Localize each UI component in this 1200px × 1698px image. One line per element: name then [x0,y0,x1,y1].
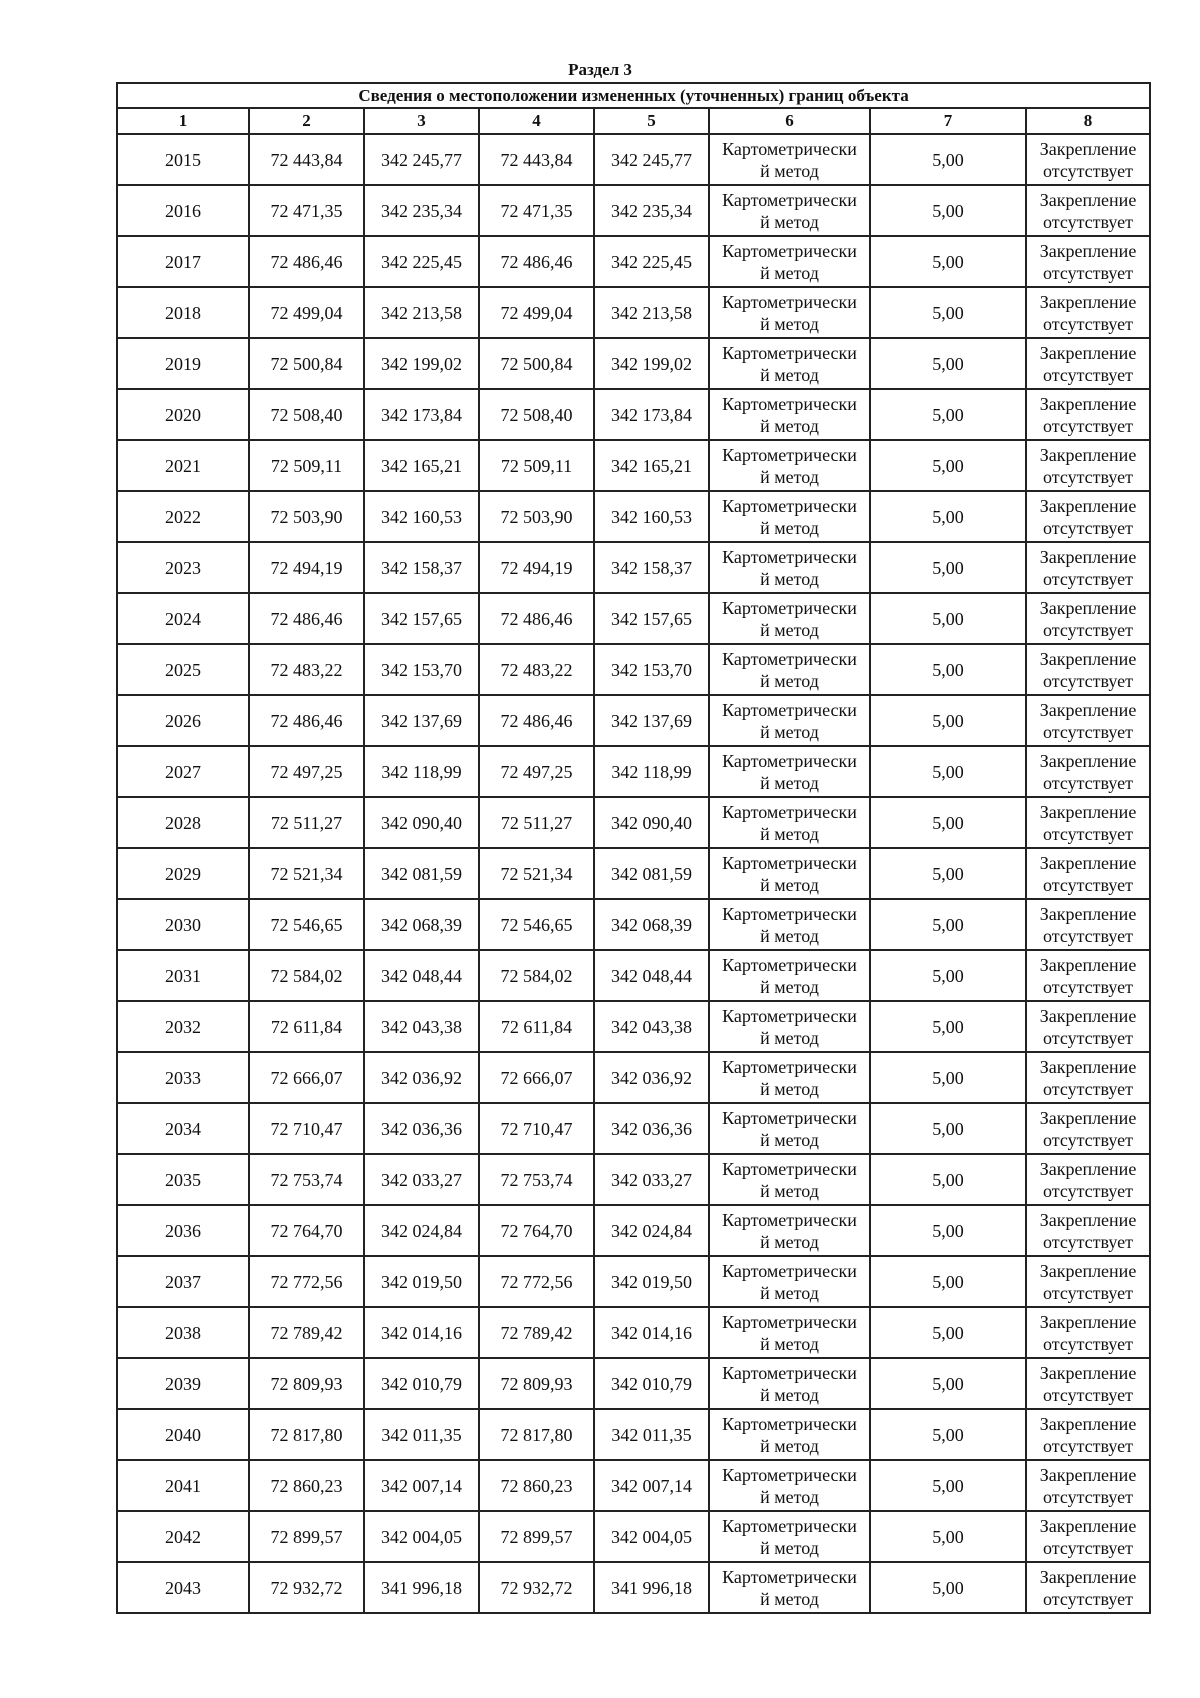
fixation-cell: Закрепление отсутствует [1026,1052,1150,1103]
fixation-cell: Закрепление отсутствует [1026,287,1150,338]
new-x-cell: 72 932,72 [479,1562,594,1613]
accuracy-cell: 5,00 [870,1358,1026,1409]
fixation-cell: Закрепление отсутствует [1026,797,1150,848]
method-cell: Картометрически й метод [709,440,870,491]
table-row [117,491,1150,542]
new-y-cell: 342 157,65 [594,593,709,644]
method-cell: Картометрически й метод [709,848,870,899]
point-number-cell: 2018 [117,287,249,338]
new-y-cell: 342 245,77 [594,134,709,185]
old-x-cell: 72 483,22 [249,644,364,695]
accuracy-cell: 5,00 [870,389,1026,440]
new-y-cell: 342 019,50 [594,1256,709,1307]
fixation-cell: Закрепление отсутствует [1026,695,1150,746]
new-x-cell: 72 753,74 [479,1154,594,1205]
new-y-cell: 342 137,69 [594,695,709,746]
old-y-cell: 342 007,14 [364,1460,479,1511]
section-title: Раздел 3 [568,60,632,79]
fixation-cell: Закрепление отсутствует [1026,1460,1150,1511]
method-cell: Картометрически й метод [709,1052,870,1103]
point-number-cell: 2032 [117,1001,249,1052]
new-x-cell: 72 503,90 [479,491,594,542]
point-number-cell: 2017 [117,236,249,287]
method-cell: Картометрически й метод [709,185,870,236]
point-number-cell: 2029 [117,848,249,899]
point-number-cell: 2031 [117,950,249,1001]
point-number-cell: 2035 [117,1154,249,1205]
fixation-cell: Закрепление отсутствует [1026,1562,1150,1613]
table-row [117,1103,1150,1154]
new-y-cell: 342 165,21 [594,440,709,491]
new-y-cell: 342 068,39 [594,899,709,950]
new-x-cell: 72 471,35 [479,185,594,236]
old-y-cell: 342 010,79 [364,1358,479,1409]
column-number: 2 [249,108,364,134]
old-y-cell: 342 019,50 [364,1256,479,1307]
table-row [117,389,1150,440]
accuracy-cell: 5,00 [870,1511,1026,1562]
point-number-cell: 2027 [117,746,249,797]
method-cell: Картометрически й метод [709,593,870,644]
accuracy-cell: 5,00 [870,1256,1026,1307]
table-row [117,1307,1150,1358]
method-cell: Картометрически й метод [709,695,870,746]
fixation-cell: Закрепление отсутствует [1026,1103,1150,1154]
old-x-cell: 72 509,11 [249,440,364,491]
old-x-cell: 72 503,90 [249,491,364,542]
method-cell: Картометрически й метод [709,1409,870,1460]
accuracy-cell: 5,00 [870,134,1026,185]
old-y-cell: 342 153,70 [364,644,479,695]
new-x-cell: 72 486,46 [479,593,594,644]
accuracy-cell: 5,00 [870,1460,1026,1511]
accuracy-cell: 5,00 [870,746,1026,797]
point-number-cell: 2015 [117,134,249,185]
old-x-cell: 72 486,46 [249,593,364,644]
method-cell: Картометрически й метод [709,746,870,797]
old-x-cell: 72 471,35 [249,185,364,236]
point-number-cell: 2043 [117,1562,249,1613]
point-number-cell: 2024 [117,593,249,644]
old-y-cell: 342 157,65 [364,593,479,644]
accuracy-cell: 5,00 [870,185,1026,236]
old-x-cell: 72 486,46 [249,695,364,746]
new-x-cell: 72 511,27 [479,797,594,848]
fixation-cell: Закрепление отсутствует [1026,1256,1150,1307]
method-cell: Картометрически й метод [709,542,870,593]
point-number-cell: 2020 [117,389,249,440]
old-x-cell: 72 584,02 [249,950,364,1001]
old-y-cell: 342 014,16 [364,1307,479,1358]
table-row [117,797,1150,848]
accuracy-cell: 5,00 [870,542,1026,593]
accuracy-cell: 5,00 [870,593,1026,644]
new-x-cell: 72 584,02 [479,950,594,1001]
old-x-cell: 72 499,04 [249,287,364,338]
table-row [117,593,1150,644]
point-number-cell: 2041 [117,1460,249,1511]
new-y-cell: 342 118,99 [594,746,709,797]
fixation-cell: Закрепление отсутствует [1026,746,1150,797]
fixation-cell: Закрепление отсутствует [1026,389,1150,440]
new-y-cell: 342 011,35 [594,1409,709,1460]
column-number: 3 [364,108,479,134]
new-y-cell: 342 010,79 [594,1358,709,1409]
table-row [117,542,1150,593]
accuracy-cell: 5,00 [870,1052,1026,1103]
table-row [117,440,1150,491]
new-x-cell: 72 509,11 [479,440,594,491]
new-x-cell: 72 508,40 [479,389,594,440]
new-y-cell: 342 007,14 [594,1460,709,1511]
point-number-cell: 2034 [117,1103,249,1154]
method-cell: Картометрически й метод [709,1460,870,1511]
fixation-cell: Закрепление отсутствует [1026,1001,1150,1052]
point-number-cell: 2022 [117,491,249,542]
method-cell: Картометрически й метод [709,236,870,287]
new-x-cell: 72 497,25 [479,746,594,797]
new-y-cell: 342 173,84 [594,389,709,440]
old-y-cell: 342 245,77 [364,134,479,185]
method-cell: Картометрически й метод [709,1103,870,1154]
old-y-cell: 342 024,84 [364,1205,479,1256]
new-y-cell: 342 160,53 [594,491,709,542]
method-cell: Картометрически й метод [709,1307,870,1358]
fixation-cell: Закрепление отсутствует [1026,1511,1150,1562]
table-row [117,236,1150,287]
table-row [117,185,1150,236]
new-y-cell: 342 153,70 [594,644,709,695]
point-number-cell: 2026 [117,695,249,746]
table-row [117,1205,1150,1256]
table-row [117,1409,1150,1460]
accuracy-cell: 5,00 [870,848,1026,899]
old-y-cell: 342 036,36 [364,1103,479,1154]
accuracy-cell: 5,00 [870,1001,1026,1052]
new-y-cell: 341 996,18 [594,1562,709,1613]
accuracy-cell: 5,00 [870,338,1026,389]
method-cell: Картометрически й метод [709,1001,870,1052]
old-x-cell: 72 611,84 [249,1001,364,1052]
new-x-cell: 72 666,07 [479,1052,594,1103]
new-y-cell: 342 048,44 [594,950,709,1001]
old-x-cell: 72 494,19 [249,542,364,593]
new-y-cell: 342 004,05 [594,1511,709,1562]
accuracy-cell: 5,00 [870,1409,1026,1460]
new-x-cell: 72 772,56 [479,1256,594,1307]
new-y-cell: 342 043,38 [594,1001,709,1052]
old-x-cell: 72 772,56 [249,1256,364,1307]
new-y-cell: 342 199,02 [594,338,709,389]
old-x-cell: 72 486,46 [249,236,364,287]
new-y-cell: 342 235,34 [594,185,709,236]
old-y-cell: 342 118,99 [364,746,479,797]
accuracy-cell: 5,00 [870,1205,1026,1256]
new-x-cell: 72 809,93 [479,1358,594,1409]
old-x-cell: 72 764,70 [249,1205,364,1256]
new-y-cell: 342 033,27 [594,1154,709,1205]
new-y-cell: 342 225,45 [594,236,709,287]
fixation-cell: Закрепление отсутствует [1026,1358,1150,1409]
old-y-cell: 342 165,21 [364,440,479,491]
accuracy-cell: 5,00 [870,695,1026,746]
accuracy-cell: 5,00 [870,287,1026,338]
accuracy-cell: 5,00 [870,797,1026,848]
old-x-cell: 72 546,65 [249,899,364,950]
table-row [117,287,1150,338]
column-number: 4 [479,108,594,134]
new-x-cell: 72 899,57 [479,1511,594,1562]
accuracy-cell: 5,00 [870,491,1026,542]
new-x-cell: 72 710,47 [479,1103,594,1154]
accuracy-cell: 5,00 [870,236,1026,287]
method-cell: Картометрически й метод [709,797,870,848]
new-x-cell: 72 443,84 [479,134,594,185]
fixation-cell: Закрепление отсутствует [1026,593,1150,644]
method-cell: Картометрически й метод [709,950,870,1001]
old-x-cell: 72 860,23 [249,1460,364,1511]
fixation-cell: Закрепление отсутствует [1026,848,1150,899]
old-x-cell: 72 666,07 [249,1052,364,1103]
old-x-cell: 72 511,27 [249,797,364,848]
new-y-cell: 342 014,16 [594,1307,709,1358]
table-body [117,134,1150,1613]
column-number: 6 [709,108,870,134]
old-x-cell: 72 899,57 [249,1511,364,1562]
table-row [117,1154,1150,1205]
new-y-cell: 342 081,59 [594,848,709,899]
point-number-cell: 2025 [117,644,249,695]
fixation-cell: Закрепление отсутствует [1026,1154,1150,1205]
table-row [117,644,1150,695]
old-x-cell: 72 753,74 [249,1154,364,1205]
new-x-cell: 72 611,84 [479,1001,594,1052]
method-cell: Картометрически й метод [709,644,870,695]
method-cell: Картометрически й метод [709,491,870,542]
accuracy-cell: 5,00 [870,1307,1026,1358]
new-x-cell: 72 494,19 [479,542,594,593]
fixation-cell: Закрепление отсутствует [1026,644,1150,695]
new-y-cell: 342 090,40 [594,797,709,848]
column-number: 5 [594,108,709,134]
new-x-cell: 72 817,80 [479,1409,594,1460]
fixation-cell: Закрепление отсутствует [1026,440,1150,491]
point-number-cell: 2028 [117,797,249,848]
accuracy-cell: 5,00 [870,1562,1026,1613]
new-x-cell: 72 860,23 [479,1460,594,1511]
method-cell: Картометрически й метод [709,287,870,338]
table-row [117,1001,1150,1052]
fixation-cell: Закрепление отсутствует [1026,542,1150,593]
table-row [117,1460,1150,1511]
table-caption: Сведения о местоположении измененных (уточненных) границ объекта [117,83,1150,108]
new-y-cell: 342 024,84 [594,1205,709,1256]
old-x-cell: 72 789,42 [249,1307,364,1358]
table-row [117,1052,1150,1103]
fixation-cell: Закрепление отсутствует [1026,491,1150,542]
old-x-cell: 72 497,25 [249,746,364,797]
method-cell: Картометрически й метод [709,1256,870,1307]
fixation-cell: Закрепление отсутствует [1026,950,1150,1001]
new-x-cell: 72 483,22 [479,644,594,695]
old-y-cell: 342 004,05 [364,1511,479,1562]
accuracy-cell: 5,00 [870,1103,1026,1154]
fixation-cell: Закрепление отсутствует [1026,338,1150,389]
old-x-cell: 72 500,84 [249,338,364,389]
new-x-cell: 72 789,42 [479,1307,594,1358]
old-x-cell: 72 521,34 [249,848,364,899]
table-caption-row [117,83,1150,108]
point-number-cell: 2023 [117,542,249,593]
fixation-cell: Закрепление отсутствует [1026,899,1150,950]
new-x-cell: 72 486,46 [479,236,594,287]
point-number-cell: 2019 [117,338,249,389]
new-x-cell: 72 499,04 [479,287,594,338]
table-row [117,1511,1150,1562]
method-cell: Картометрически й метод [709,1154,870,1205]
method-cell: Картометрически й метод [709,1205,870,1256]
column-number-row [117,108,1150,134]
accuracy-cell: 5,00 [870,1154,1026,1205]
point-number-cell: 2037 [117,1256,249,1307]
point-number-cell: 2033 [117,1052,249,1103]
boundary-coordinates-table [116,82,1151,1614]
accuracy-cell: 5,00 [870,950,1026,1001]
old-x-cell: 72 817,80 [249,1409,364,1460]
point-number-cell: 2039 [117,1358,249,1409]
table-row [117,950,1150,1001]
fixation-cell: Закрепление отсутствует [1026,134,1150,185]
table-row [117,848,1150,899]
old-y-cell: 342 043,38 [364,1001,479,1052]
method-cell: Картометрически й метод [709,1511,870,1562]
point-number-cell: 2021 [117,440,249,491]
old-y-cell: 342 173,84 [364,389,479,440]
point-number-cell: 2038 [117,1307,249,1358]
old-y-cell: 341 996,18 [364,1562,479,1613]
table-row [117,134,1150,185]
point-number-cell: 2030 [117,899,249,950]
point-number-cell: 2040 [117,1409,249,1460]
table-row [117,1562,1150,1613]
method-cell: Картометрически й метод [709,389,870,440]
old-y-cell: 342 068,39 [364,899,479,950]
new-y-cell: 342 036,36 [594,1103,709,1154]
column-number: 1 [117,108,249,134]
old-y-cell: 342 081,59 [364,848,479,899]
table-row [117,338,1150,389]
new-x-cell: 72 764,70 [479,1205,594,1256]
point-number-cell: 2016 [117,185,249,236]
table-row [117,746,1150,797]
column-number: 7 [870,108,1026,134]
fixation-cell: Закрепление отсутствует [1026,1307,1150,1358]
new-y-cell: 342 036,92 [594,1052,709,1103]
method-cell: Картометрически й метод [709,338,870,389]
accuracy-cell: 5,00 [870,899,1026,950]
old-y-cell: 342 048,44 [364,950,479,1001]
old-x-cell: 72 710,47 [249,1103,364,1154]
new-x-cell: 72 500,84 [479,338,594,389]
old-y-cell: 342 235,34 [364,185,479,236]
column-number: 8 [1026,108,1150,134]
old-x-cell: 72 443,84 [249,134,364,185]
method-cell: Картометрически й метод [709,1358,870,1409]
new-x-cell: 72 521,34 [479,848,594,899]
old-y-cell: 342 160,53 [364,491,479,542]
fixation-cell: Закрепление отсутствует [1026,236,1150,287]
old-x-cell: 72 932,72 [249,1562,364,1613]
method-cell: Картометрически й метод [709,134,870,185]
accuracy-cell: 5,00 [870,440,1026,491]
accuracy-cell: 5,00 [870,644,1026,695]
method-cell: Картометрически й метод [709,899,870,950]
table-row [117,1256,1150,1307]
fixation-cell: Закрепление отсутствует [1026,185,1150,236]
point-number-cell: 2042 [117,1511,249,1562]
old-y-cell: 342 036,92 [364,1052,479,1103]
old-y-cell: 342 213,58 [364,287,479,338]
fixation-cell: Закрепление отсутствует [1026,1409,1150,1460]
table-row [117,899,1150,950]
old-y-cell: 342 137,69 [364,695,479,746]
point-number-cell: 2036 [117,1205,249,1256]
new-y-cell: 342 213,58 [594,287,709,338]
new-x-cell: 72 546,65 [479,899,594,950]
old-y-cell: 342 033,27 [364,1154,479,1205]
table-row [117,695,1150,746]
old-y-cell: 342 199,02 [364,338,479,389]
new-y-cell: 342 158,37 [594,542,709,593]
new-x-cell: 72 486,46 [479,695,594,746]
old-x-cell: 72 809,93 [249,1358,364,1409]
fixation-cell: Закрепление отсутствует [1026,1205,1150,1256]
old-y-cell: 342 158,37 [364,542,479,593]
old-y-cell: 342 090,40 [364,797,479,848]
old-y-cell: 342 225,45 [364,236,479,287]
table-row [117,1358,1150,1409]
old-x-cell: 72 508,40 [249,389,364,440]
method-cell: Картометрически й метод [709,1562,870,1613]
old-y-cell: 342 011,35 [364,1409,479,1460]
